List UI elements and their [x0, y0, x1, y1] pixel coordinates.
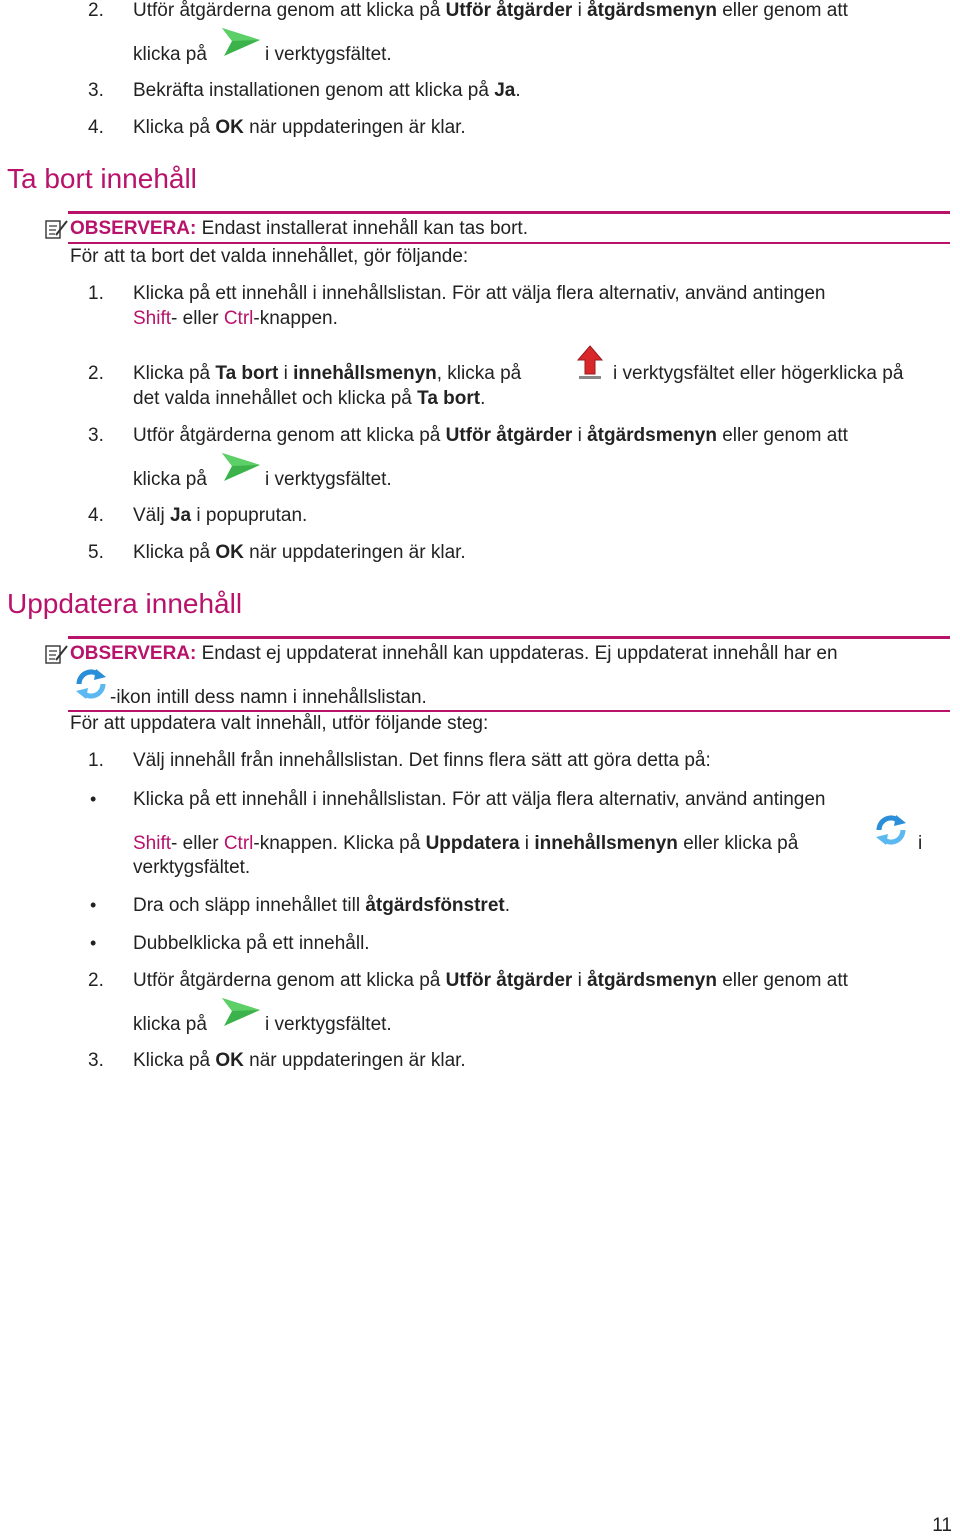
- step-text: Klicka på ett innehåll i innehållslistan. För att välja flera alternativ, använd antingen: [133, 283, 826, 304]
- step-text: Välj Ja i popuprutan.: [133, 505, 308, 526]
- bullet-symbol: •: [90, 933, 97, 953]
- step-text: Utför åtgärderna genom att klicka på Utför åtgärder i åtgärdsmenyn eller genom att: [133, 0, 848, 21]
- step-text: klicka på: [133, 44, 207, 65]
- step-number: 3.: [88, 80, 104, 101]
- page-number: 11: [932, 1515, 952, 1536]
- step-number: 2.: [88, 970, 104, 991]
- note-top-rule: [68, 636, 950, 639]
- step-text: i verktygsfältet.: [265, 1014, 392, 1035]
- intro-text: För att ta bort det valda innehållet, gör följande:: [70, 246, 469, 267]
- step-number: 4.: [88, 117, 104, 138]
- green-arrow-icon: [220, 26, 262, 64]
- bullet-text: Dubbelklicka på ett innehåll.: [133, 933, 370, 954]
- blue-refresh-icon: [72, 667, 110, 707]
- note-text: -ikon intill dess namn i innehållslistan.: [110, 687, 427, 708]
- note-top-rule: [68, 211, 950, 214]
- note-text: OBSERVERA: Endast installerat innehåll kan tas bort.: [70, 218, 528, 239]
- green-arrow-icon: [220, 451, 262, 489]
- step-text: i verktygsfältet.: [265, 44, 392, 65]
- step-text: klicka på: [133, 1014, 207, 1035]
- bullet-symbol: •: [90, 895, 97, 915]
- bullet-symbol: •: [90, 789, 97, 809]
- step-text: Bekräfta installationen genom att klicka på Ja.: [133, 80, 521, 101]
- blue-refresh-icon: [872, 813, 910, 853]
- step-text: Shift- eller Ctrl-knappen.: [133, 308, 338, 329]
- bullet-text: Shift- eller Ctrl-knappen. Klicka på Uppdatera i innehållsmenyn eller klicka på: [133, 833, 799, 854]
- note-text: OBSERVERA: Endast ej uppdaterat innehåll kan uppdateras. Ej uppdaterat innehåll har en: [70, 643, 838, 664]
- note-pencil-icon: [45, 218, 69, 246]
- step-text: Klicka på OK när uppdateringen är klar.: [133, 1050, 466, 1071]
- bullet-text: verktygsfältet.: [133, 857, 251, 878]
- step-text: Utför åtgärderna genom att klicka på Utför åtgärder i åtgärdsmenyn eller genom att: [133, 970, 848, 991]
- step-number: 1.: [88, 283, 104, 304]
- step-text: i verktygsfältet eller högerklicka på: [613, 363, 904, 384]
- step-text: klicka på: [133, 469, 207, 490]
- note-bottom-rule: [68, 242, 950, 244]
- step-text: Utför åtgärderna genom att klicka på Utför åtgärder i åtgärdsmenyn eller genom att: [133, 425, 848, 446]
- red-up-arrow-icon: [576, 344, 604, 386]
- step-number: 1.: [88, 750, 104, 771]
- step-text: Klicka på Ta bort i innehållsmenyn, klicka på: [133, 363, 522, 384]
- section-heading: Uppdatera innehåll: [7, 588, 243, 619]
- bullet-text: i: [918, 833, 923, 854]
- step-number: 2.: [88, 0, 104, 21]
- section-heading: Ta bort innehåll: [7, 163, 197, 194]
- step-text: Klicka på OK när uppdateringen är klar.: [133, 117, 466, 138]
- bullet-text: Klicka på ett innehåll i innehållslistan. För att välja flera alternativ, använd antingen: [133, 789, 826, 810]
- note-pencil-icon: [45, 643, 69, 671]
- intro-text: För att uppdatera valt innehåll, utför följande steg:: [70, 713, 489, 734]
- step-text: Välj innehåll från innehållslistan. Det finns flera sätt att göra detta på:: [133, 750, 711, 771]
- step-text: det valda innehållet och klicka på Ta bort.: [133, 388, 486, 409]
- step-number: 5.: [88, 542, 104, 563]
- step-number: 3.: [88, 1050, 104, 1071]
- step-text: Klicka på OK när uppdateringen är klar.: [133, 542, 466, 563]
- step-number: 3.: [88, 425, 104, 446]
- step-number: 2.: [88, 363, 104, 384]
- bullet-text: Dra och släpp innehållet till åtgärdsfönstret.: [133, 895, 510, 916]
- note-bottom-rule: [68, 710, 950, 712]
- step-text: i verktygsfältet.: [265, 469, 392, 490]
- step-number: 4.: [88, 505, 104, 526]
- green-arrow-icon: [220, 996, 262, 1034]
